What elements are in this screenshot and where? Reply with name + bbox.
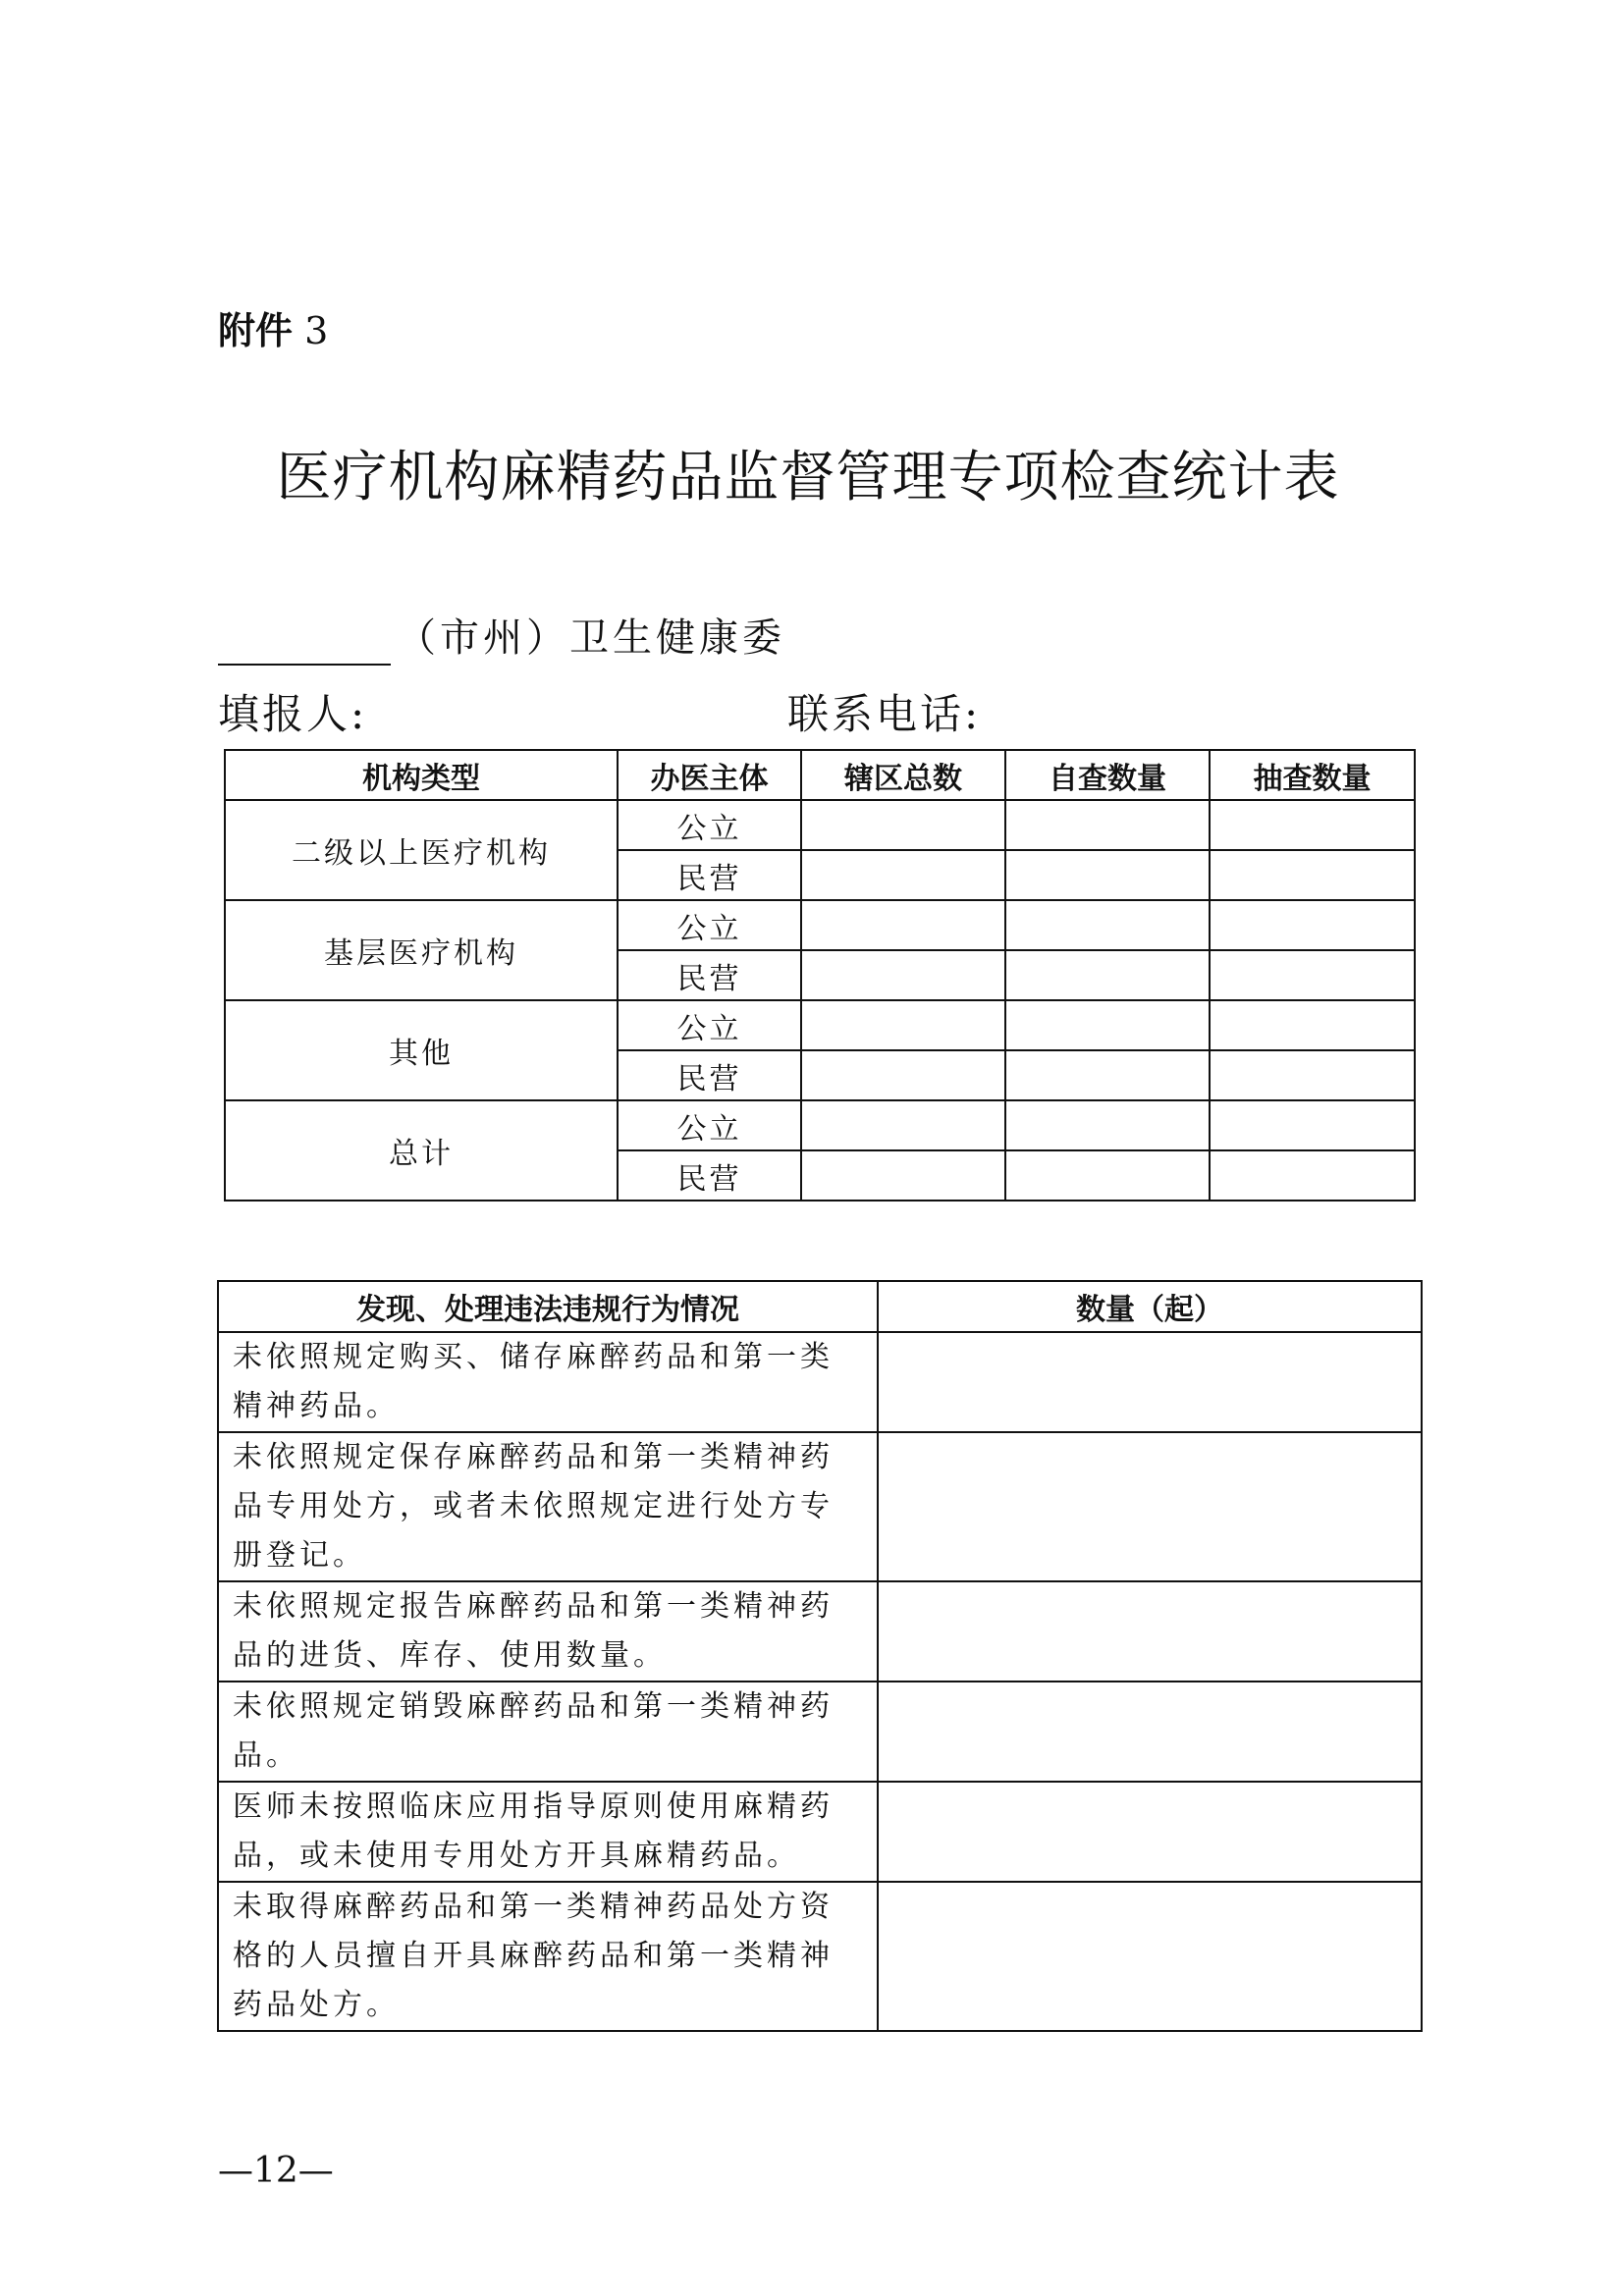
violation-description: 未依照规定保存麻醉药品和第一类精神药品专用处方，或者未依照规定进行处方专册登记。 xyxy=(218,1432,878,1581)
total-cell[interactable] xyxy=(801,850,1005,900)
table-header-row xyxy=(225,750,1415,800)
spot-check-cell[interactable] xyxy=(1210,900,1415,950)
phone-label: 联系电话: xyxy=(787,690,982,738)
violation-count-cell[interactable] xyxy=(878,1581,1422,1682)
spot-check-cell[interactable] xyxy=(1210,1150,1415,1201)
reporter-label: 填报人: xyxy=(218,690,368,738)
violation-description: 未依照规定销毁麻醉药品和第一类精神药品。 xyxy=(218,1682,878,1782)
institution-type-cell: 总计 xyxy=(225,1100,618,1201)
table-row xyxy=(225,900,1415,950)
violation-description: 未取得麻醉药品和第一类精神药品处方资格的人员擅自开具麻醉药品和第一类精神药品处方。 xyxy=(218,1882,878,2031)
org-blank-field[interactable] xyxy=(218,618,391,666)
total-cell[interactable] xyxy=(801,1100,1005,1150)
violation-description: 医师未按照临床应用指导原则使用麻精药品，或未使用专用处方开具麻精药品。 xyxy=(218,1782,878,1882)
self-check-cell[interactable] xyxy=(1005,1150,1210,1201)
spot-check-cell[interactable] xyxy=(1210,800,1415,850)
owner-cell: 公立 xyxy=(618,800,801,850)
total-cell[interactable] xyxy=(801,800,1005,850)
org-suffix: （市州）卫生健康委 xyxy=(397,615,785,661)
self-check-cell[interactable] xyxy=(1005,850,1210,900)
owner-cell: 公立 xyxy=(618,1100,801,1150)
owner-cell: 民营 xyxy=(618,1150,801,1201)
violation-description: 未依照规定购买、储存麻醉药品和第一类精神药品。 xyxy=(218,1332,878,1432)
violation-count-cell[interactable] xyxy=(878,1782,1422,1882)
self-check-cell[interactable] xyxy=(1005,950,1210,1000)
self-check-cell[interactable] xyxy=(1005,1100,1210,1150)
total-cell[interactable] xyxy=(801,1000,1005,1050)
self-check-cell[interactable] xyxy=(1005,1050,1210,1100)
col-header-total: 辖区总数 xyxy=(801,750,1005,800)
col-header-violation: 发现、处理违法违规行为情况 xyxy=(218,1281,878,1332)
owner-cell: 公立 xyxy=(618,1000,801,1050)
org-line xyxy=(218,611,785,666)
attachment-number: 3 xyxy=(304,309,329,352)
table-header-row xyxy=(218,1281,1422,1332)
violation-count-cell[interactable] xyxy=(878,1432,1422,1581)
violation-count-cell[interactable] xyxy=(878,1332,1422,1432)
institution-stats-table xyxy=(224,749,1416,1201)
violation-count-cell[interactable] xyxy=(878,1682,1422,1782)
table-row xyxy=(218,1332,1422,1432)
self-check-cell[interactable] xyxy=(1005,800,1210,850)
total-cell[interactable] xyxy=(801,900,1005,950)
total-cell[interactable] xyxy=(801,1150,1005,1201)
col-header-type: 机构类型 xyxy=(225,750,618,800)
owner-cell: 民营 xyxy=(618,850,801,900)
page-number: —12— xyxy=(218,2151,334,2191)
table-row xyxy=(218,1581,1422,1682)
col-header-count: 数量（起） xyxy=(878,1281,1422,1332)
attachment-word: 附件 xyxy=(218,309,294,352)
violation-count-cell[interactable] xyxy=(878,1882,1422,2031)
table-row xyxy=(218,1782,1422,1882)
col-header-owner: 办医主体 xyxy=(618,750,801,800)
owner-cell: 公立 xyxy=(618,900,801,950)
total-cell[interactable] xyxy=(801,1050,1005,1100)
violation-description: 未依照规定报告麻醉药品和第一类精神药品的进货、库存、使用数量。 xyxy=(218,1581,878,1682)
self-check-cell[interactable] xyxy=(1005,900,1210,950)
owner-cell: 民营 xyxy=(618,950,801,1000)
table-row xyxy=(218,1882,1422,2031)
spot-check-cell[interactable] xyxy=(1210,1100,1415,1150)
table-row xyxy=(225,1100,1415,1150)
self-check-cell[interactable] xyxy=(1005,1000,1210,1050)
violations-table xyxy=(217,1280,1423,2032)
table-row xyxy=(218,1682,1422,1782)
spot-check-cell[interactable] xyxy=(1210,850,1415,900)
owner-cell: 民营 xyxy=(618,1050,801,1100)
attachment-label xyxy=(218,308,328,353)
col-header-self-check: 自查数量 xyxy=(1005,750,1210,800)
spot-check-cell[interactable] xyxy=(1210,1000,1415,1050)
document-title: 医疗机构麻精药品监督管理专项检查统计表 xyxy=(276,446,1340,509)
table-row xyxy=(225,1000,1415,1050)
total-cell[interactable] xyxy=(801,950,1005,1000)
institution-type-cell: 二级以上医疗机构 xyxy=(225,800,618,900)
table-row xyxy=(225,800,1415,850)
table-row xyxy=(218,1432,1422,1581)
spot-check-cell[interactable] xyxy=(1210,950,1415,1000)
spot-check-cell[interactable] xyxy=(1210,1050,1415,1100)
col-header-spot-check: 抽查数量 xyxy=(1210,750,1415,800)
institution-type-cell: 基层医疗机构 xyxy=(225,900,618,1000)
institution-type-cell: 其他 xyxy=(225,1000,618,1100)
